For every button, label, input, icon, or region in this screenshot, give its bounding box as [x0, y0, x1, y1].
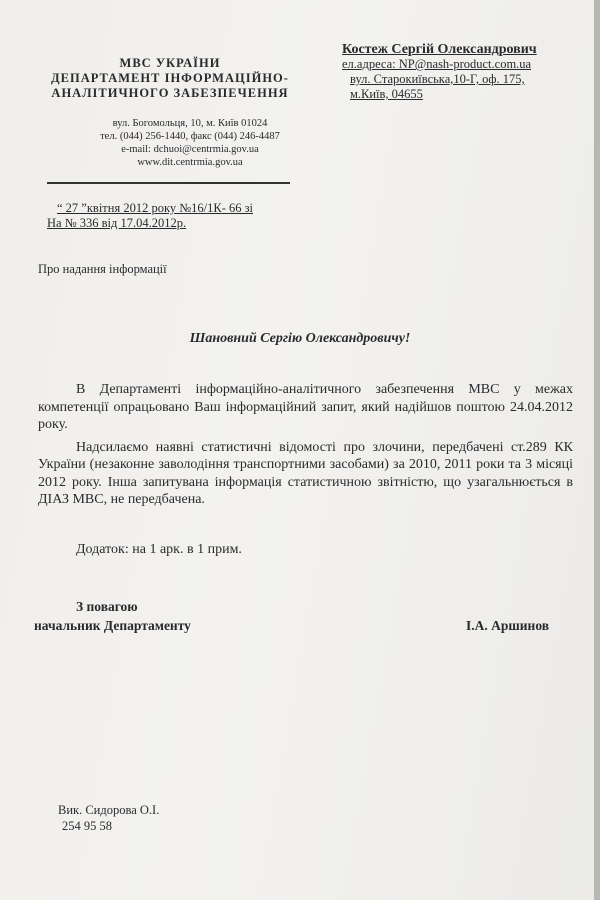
org-line: АНАЛІТИЧНОГО ЗАБЕЗПЕЧЕННЯ: [51, 86, 289, 100]
attachment-note: Додаток: на 1 арк. в 1 прим.: [76, 542, 242, 557]
outgoing-reference: “ 27 ”квітня 2012 року №16/1К- 66 зі: [57, 201, 254, 215]
body-paragraph: Надсилаємо наявні статистичні відомості про злочини, передбачені ст.289 КК України (незаконне заволодіння транспортними засобами) за 2010, 2011 роки та 3 місяці 2012 року. Інша запитувана інформація статистичною звітністю, що узагальнюється в ДІАЗ МВС, не передбачена.: [38, 439, 573, 507]
contact-website: www.dit.centrmia.gov.ua: [137, 157, 243, 168]
contact-address: вул. Богомольця, 10, м. Київ 01024: [112, 118, 268, 129]
contact-email: e-mail: dchuoi@centrmia.gov.ua: [121, 144, 259, 155]
salutation: Шановний Сергію Олександровичу!: [189, 331, 411, 346]
closing-phrase: З повагою: [76, 599, 138, 614]
recipient-city: м.Київ, 04655: [350, 87, 423, 101]
signature-block: [34, 597, 191, 635]
recipient-address: вул. Старокиївська,10-Г, оф. 175,: [350, 72, 525, 86]
incoming-reference: На № 336 від 17.04.2012р.: [47, 216, 187, 230]
org-line: ДЕПАРТАМЕНТ ІНФОРМАЦІЙНО-: [51, 71, 289, 85]
contact-phone: тел. (044) 256-1440, факс (044) 246-4487: [100, 131, 280, 142]
recipient-block: [342, 42, 582, 102]
org-line: МВС УКРАЇНИ: [119, 56, 221, 70]
subject-line: Про надання інформації: [38, 262, 167, 276]
reference-block: [47, 201, 253, 231]
signer-name: І.А. Аршинов: [466, 618, 550, 633]
executor-block: [58, 802, 159, 834]
executor-phone: 254 95 58: [62, 819, 112, 833]
body-paragraph: В Департаменті інформаційно-аналітичного забезпечення МВС у межах компетенції опрацьовано Ваш інформаційний запит, який надійшов поштою 24.04.2012 року.: [38, 382, 573, 432]
letterhead-organization: [40, 56, 300, 101]
signer-position: начальник Департаменту: [34, 618, 191, 633]
letterhead-divider: [47, 182, 290, 184]
letterhead-contacts: [90, 117, 290, 169]
page-edge-shadow: [594, 0, 600, 900]
executor-name: Вик. Сидорова О.І.: [58, 803, 160, 817]
recipient-name: Костеж Сергій Олександрович: [342, 42, 537, 57]
recipient-email: ел.адреса: NP@nash-product.com.ua: [342, 57, 532, 71]
letter-body: [38, 381, 573, 514]
